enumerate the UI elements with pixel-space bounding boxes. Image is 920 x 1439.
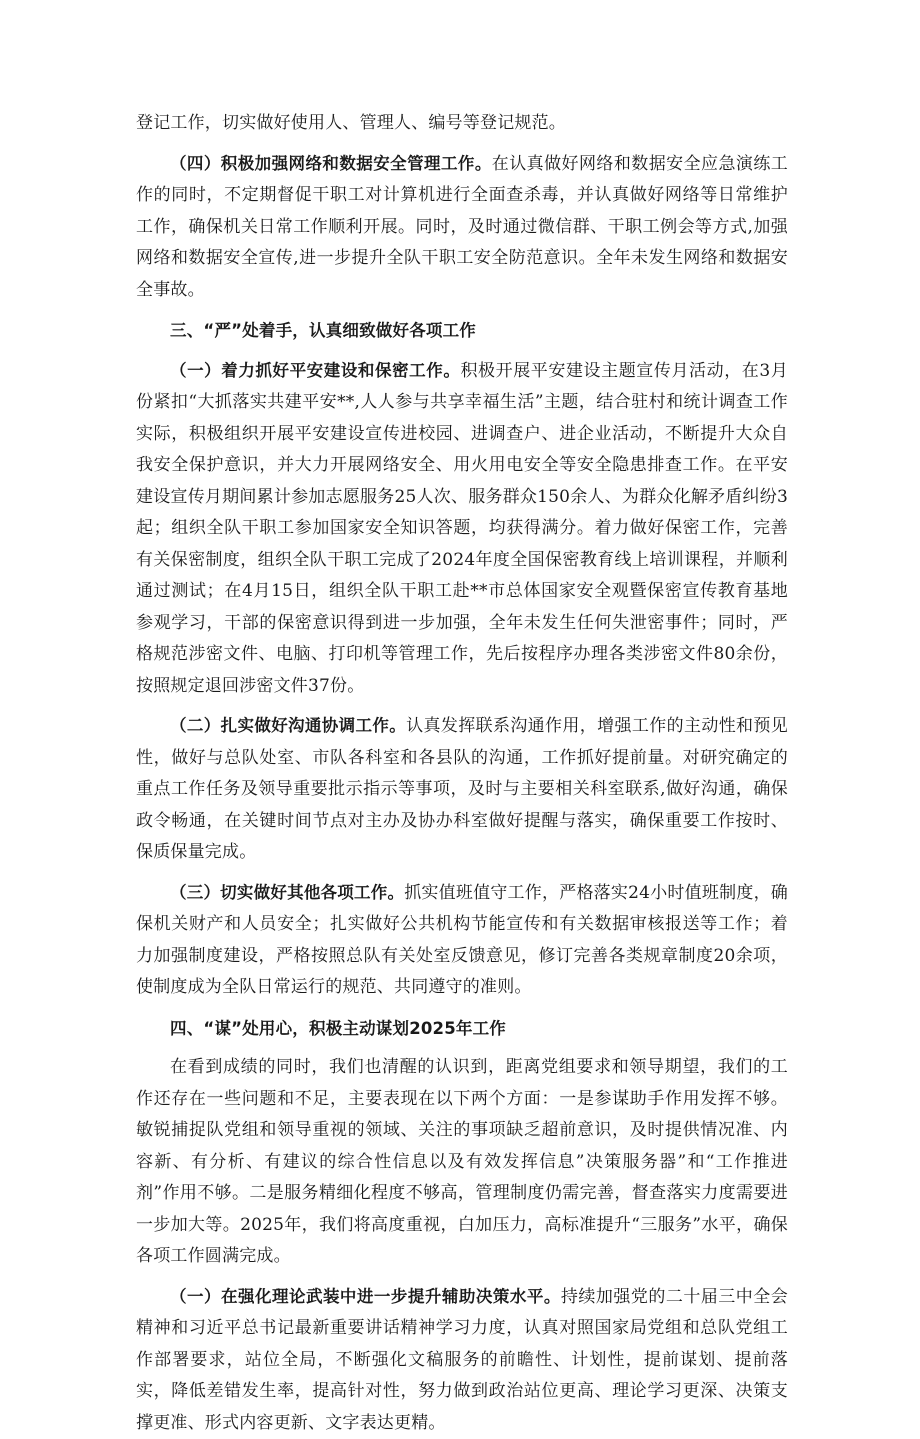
- paragraph-text: 在看到成绩的同时，我们也清醒的认识到，距离党组要求和领导期望，我们的工作还存在一些问题和不足，主要表现在以下两个方面：一是参谋助手作用发挥不够。敏锐捕捉队党组和领导重视的领域、关注的事项缺乏超前意识，及时提供情况准、内容新、有分析、有建议的综合性信息以及有效发挥信息”决策服务器”和“工作推进剂”作用不够。二是服务精细化程度不够高，管理制度仍需完善，督查落实力度需要进一步加大等。2025年，我们将高度重视，白加压力，高标准提升“三服务”水平，确保各项工作圆满完成。: [136, 1057, 788, 1266]
- paragraph-shortcomings: [136, 1052, 788, 1273]
- paragraph-text: 抓实值班值守工作，严格落实24小时值班制度，确保机关财产和人员安全；扎实做好公共机构节能宣传和有关数据审核报送等工作；着力加强制度建设，严格按照总队有关处室反馈意见，修订完善各类规章制度20余项，使制度成为全队日常运行的规范、共同遵守的准则。: [136, 883, 788, 998]
- paragraph-text: 认真发挥联系沟通作用，增强工作的主动性和预见性，做好与总队处室、市队各科室和各县队的沟通，工作抓好提前量。对研究确定的重点工作任务及领导重要批示指示等事项，及时与主要相关科室联系,做好沟通，确保政令畅通，在关键时间节点对主办及协办科室做好提醒与落实，确保重要工作按时、保质保量完成。: [136, 716, 788, 862]
- paragraph-lead: （一）着力抓好平安建设和保密工作。: [170, 361, 460, 380]
- section-heading-3: 三、“严”处着手，认真细致做好各项工作: [136, 315, 788, 347]
- paragraph-lead: （二）扎实做好沟通协调工作。: [170, 716, 406, 735]
- paragraph-continuation: [136, 108, 788, 140]
- paragraph-lead: （三）切实做好其他各项工作。: [170, 883, 404, 902]
- document-page: [136, 108, 788, 1439]
- paragraph-lead: （一）在强化理论武装中进一步提升辅助决策水平。: [170, 1287, 561, 1306]
- paragraph-text: 在认真做好网络和数据安全应急演练工作的同时，不定期督促干职工对计算机进行全面查杀毒，并认真做好网络等日常维护工作，确保机关日常工作顺利开展。同时，及时通过微信群、干职工例会等方式,加强网络和数据安全宣传,进一步提升全队干职工安全防范意识。全年未发生网络和数据安全事故。: [136, 154, 788, 300]
- paragraph-text: 持续加强党的二十届三中全会精神和习近平总书记最新重要讲话精神学习力度，认真对照国家局党组和总队党组工作部署要求，站位全局，不断强化文稿服务的前瞻性、计划性，提前谋划、提前落实，降低差错发生率，提高针对性，努力做到政治站位更高、理论学习更深、决策支撑更准、形式内容更新、文字表达更精。: [136, 1287, 788, 1433]
- paragraph-lead: （四）积极加强网络和数据安全管理工作。: [170, 154, 492, 173]
- paragraph-safety-confidentiality: [136, 355, 788, 703]
- paragraph-text: 积极开展平安建设主题宣传月活动，在3月份紧扣“大抓落实共建平安**,人人参与共享幸福生活”主题，结合驻村和统计调查工作实际，积极组织开展平安建设宣传进校园、进调查户、进企业活动，不断提升大众自我安全保护意识，并大力开展网络安全、用火用电安全等安全隐患排查工作。在平安建设宣传月期间累计参加志愿服务25人次、服务群众150余人、为群众化解矛盾纠纷3起；组织全队干职工参加国家安全知识答题，均获得满分。着力做好保密工作，完善有关保密制度，组织全队干职工完成了2024年度全国保密教育线上培训课程，并顺利通过测试；在4月15日，组织全队干职工赴**市总体国家安全观暨保密宣传教育基地参观学习，干部的保密意识得到进一步加强，全年未发生任何失泄密事件；同时，严格规范涉密文件、电脑、打印机等管理工作，先后按程序办理各类涉密文件80余份，按照规定退回涉密文件37份。: [136, 361, 788, 696]
- paragraph-network-security: [136, 148, 788, 307]
- paragraph-decision-support: [136, 1281, 788, 1439]
- section-heading-4: 四、“谋”处用心，积极主动谋划2025年工作: [136, 1013, 788, 1045]
- paragraph-other-work: [136, 877, 788, 1004]
- paragraph-text: 登记工作，切实做好使用人、管理人、编号等登记规范。: [136, 113, 566, 133]
- paragraph-communication: [136, 710, 788, 869]
